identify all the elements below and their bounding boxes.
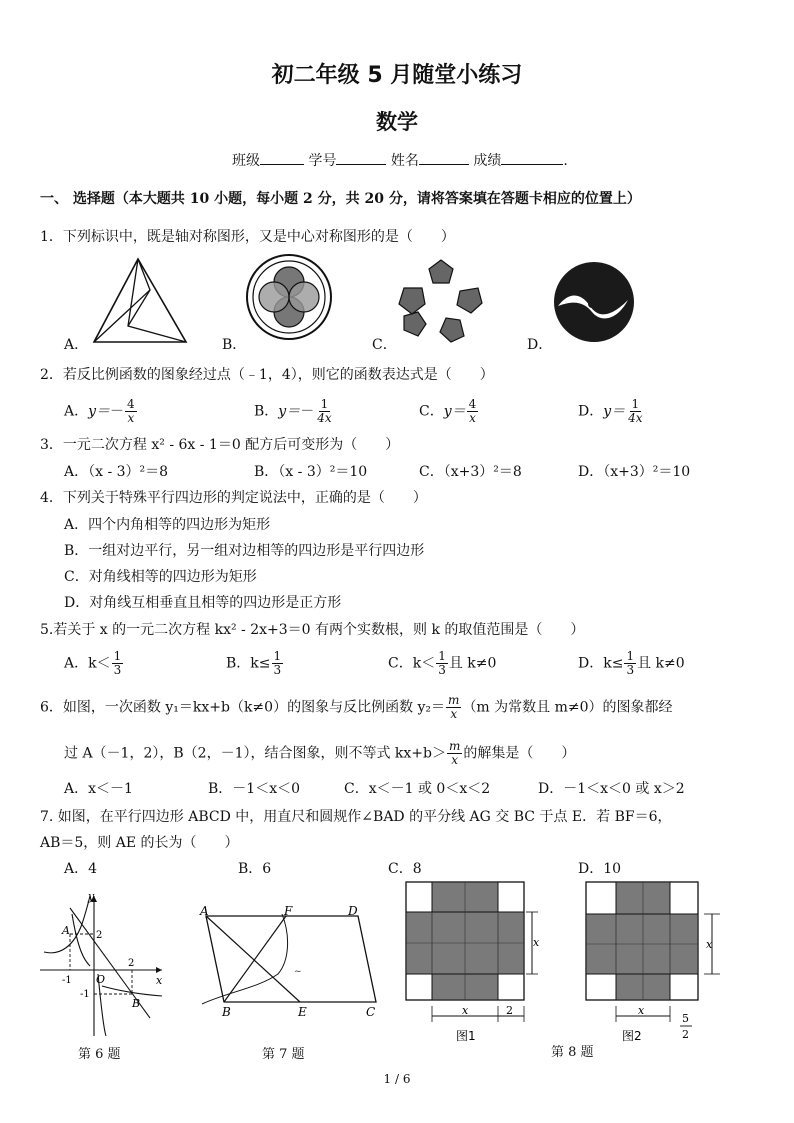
fig8-2-width-label: x xyxy=(638,1004,645,1017)
fig6-y-label: y xyxy=(88,890,95,903)
question-7-stem-line-1: 7. 如图，在平行四边形 ABCD 中，用直尺和圆规作∠BAD 的平分线 AG 交 BC 于点 E．若 BF＝6， xyxy=(40,809,672,825)
question-6-stem-line-2: 过 A（－1，2），B（2，－1），结合图象，则不等式 kx+b＞ $\frac{m}{x}$ 的解集是（ ） xyxy=(64,739,576,767)
q1-circle-flower-icon xyxy=(244,252,334,342)
name-blank[interactable] xyxy=(419,150,469,165)
fig7-label-b: B xyxy=(222,1005,231,1019)
name-label: 姓名 xyxy=(390,153,419,169)
score-label: 成绩 xyxy=(473,153,502,169)
question-5-stem: 5.若关于 x 的一元二次方程 kx² - 2x+3＝0 有两个实数根，则 k 的取值范围是（ ） xyxy=(40,622,585,638)
fig8-1-height-label: x xyxy=(533,936,540,949)
figure-7-parallelogram xyxy=(198,904,388,1024)
end-mark: . xyxy=(563,153,568,169)
q1-wave-circle-icon xyxy=(552,260,636,344)
figure-6-caption: 第 6 题 xyxy=(78,1047,121,1062)
fig7-label-a: A xyxy=(200,904,209,918)
q2-option-d[interactable]: D．y＝ $\frac{1}{4x}$ xyxy=(578,397,643,425)
fig7-label-c: C xyxy=(366,1005,376,1019)
page-number: 1 / 6 xyxy=(383,1072,411,1086)
q5-option-d[interactable]: D．k≤ $\frac{1}{3}$ 且 k≠0 xyxy=(578,649,685,677)
q3-option-a[interactable]: A．（x - 3）²＝8 xyxy=(64,464,169,480)
figure-8-panel-1 xyxy=(404,880,564,1042)
fig6-point-b-label: B xyxy=(132,997,141,1010)
fig6-x-tick-2: 2 xyxy=(128,958,135,969)
section-heading: 一、 选择题（本大题共 10 小题，每小题 2 分，共 20 分，请将答案填在答题卡相应的位置上） xyxy=(40,191,641,207)
q6-option-b[interactable]: B．－1＜x＜0 xyxy=(208,781,300,797)
q4-option-b[interactable]: B．一组对边平行，另一组对边相等的四边形是平行四边形 xyxy=(64,543,425,559)
q6-option-a[interactable]: A．x＜－1 xyxy=(64,781,133,797)
figure-7-caption: 第 7 题 xyxy=(262,1047,305,1062)
fig7-label-f: F xyxy=(284,904,293,918)
question-3-stem: 3．一元二次方程 x² - 6x - 1＝0 配方后可变形为（ ） xyxy=(40,437,400,453)
fig6-origin-label: O xyxy=(96,973,106,986)
q3-option-d[interactable]: D．（x+3）²＝10 xyxy=(578,464,691,480)
svg-text:~: ~ xyxy=(294,967,302,977)
fig6-x-tick-neg1: -1 xyxy=(62,975,72,986)
q6-option-c[interactable]: C．x＜－1 或 0＜x＜2 xyxy=(344,781,491,797)
fig8-panel-2-label: 图2 xyxy=(622,1029,642,1042)
page-title: 初二年级 5 月随堂小练习 xyxy=(271,63,523,88)
q1-triangle-logo-icon xyxy=(90,256,190,346)
q1-option-a[interactable]: A． xyxy=(64,337,89,353)
figure-8-caption: 第 8 题 xyxy=(551,1045,594,1060)
q2-option-c[interactable]: C．y＝ $\frac{4}{x}$ xyxy=(419,397,477,425)
q2-option-b[interactable]: B．y＝－ $\frac{1}{4x}$ xyxy=(254,397,332,425)
fig6-y-tick-2: 2 xyxy=(96,930,103,941)
class-blank[interactable] xyxy=(260,150,304,165)
fig8-2-frac-num: 5 xyxy=(682,1012,689,1025)
figure-6-graph xyxy=(36,890,168,1040)
q5-option-c[interactable]: C．k＜ $\frac{1}{3}$ 且 k≠0 xyxy=(388,649,497,677)
fig7-label-d: D xyxy=(348,904,358,918)
q7-option-d[interactable]: D．10 xyxy=(578,861,622,877)
q4-option-a[interactable]: A．四个内角相等的四边形为矩形 xyxy=(64,517,271,533)
question-6-stem-line-1: 6．如图，一次函数 y₁＝kx+b（k≠0）的图象与反比例函数 y₂＝ $\frac{m}{x}$ （m 为常数且 m≠0）的图象都经 xyxy=(40,693,673,721)
q1-option-b[interactable]: B． xyxy=(222,337,247,353)
fig8-2-height-label: x xyxy=(706,938,713,951)
q7-option-b[interactable]: B．6 xyxy=(238,861,272,877)
q7-option-a[interactable]: A．4 xyxy=(64,861,98,877)
q5-option-b[interactable]: B．k≤ $\frac{1}{3}$ xyxy=(226,649,282,677)
fig6-x-label: x xyxy=(156,974,163,987)
q5-option-a[interactable]: A．k＜ $\frac{1}{3}$ xyxy=(64,649,122,677)
q1-option-d[interactable]: D． xyxy=(527,337,553,353)
question-1-stem: 1．下列标识中，既是轴对称图形，又是中心对称图形的是（ ） xyxy=(40,229,455,245)
question-4-stem: 4．下列关于特殊平行四边形的判定说法中，正确的是（ ） xyxy=(40,490,427,506)
fig6-point-a-label: A xyxy=(62,924,70,937)
fig8-1-width-label: x xyxy=(462,1004,469,1017)
subject-title: 数学 xyxy=(376,110,418,134)
q7-option-c[interactable]: C．8 xyxy=(388,861,422,877)
q1-pentagon-ring-icon xyxy=(396,258,486,344)
id-blank[interactable] xyxy=(336,150,386,165)
fig6-y-tick-neg1: -1 xyxy=(80,989,90,1000)
q2-option-a[interactable]: A．y＝－ $\frac{4}{x}$ xyxy=(64,397,135,425)
q4-option-d[interactable]: D．对角线互相垂直且相等的四边形是正方形 xyxy=(64,595,342,611)
id-label: 学号 xyxy=(308,153,337,169)
q1-option-c[interactable]: C． xyxy=(372,337,397,353)
q4-option-c[interactable]: C．对角线相等的四边形为矩形 xyxy=(64,569,257,585)
fig8-1-side-label: 2 xyxy=(506,1004,513,1017)
q3-option-c[interactable]: C．（x+3）²＝8 xyxy=(419,464,522,480)
question-7-stem-line-2: AB＝5，则 AE 的长为（ ） xyxy=(40,835,239,851)
fig7-label-e: E xyxy=(298,1005,307,1019)
figure-8-panel-2 xyxy=(584,880,734,1042)
fig8-2-frac-den: 2 xyxy=(682,1028,689,1041)
q6-option-d[interactable]: D．－1＜x＜0 或 x＞2 xyxy=(538,781,685,797)
question-2-stem: 2．若反比例函数的图象经过点（﹣1，4），则它的函数表达式是（ ） xyxy=(40,367,494,383)
student-info-line xyxy=(232,150,568,170)
q3-option-b[interactable]: B．（x - 3）²＝10 xyxy=(254,464,368,480)
class-label: 班级 xyxy=(232,153,260,169)
fig8-panel-1-label: 图1 xyxy=(456,1029,476,1042)
score-blank[interactable] xyxy=(501,150,563,165)
